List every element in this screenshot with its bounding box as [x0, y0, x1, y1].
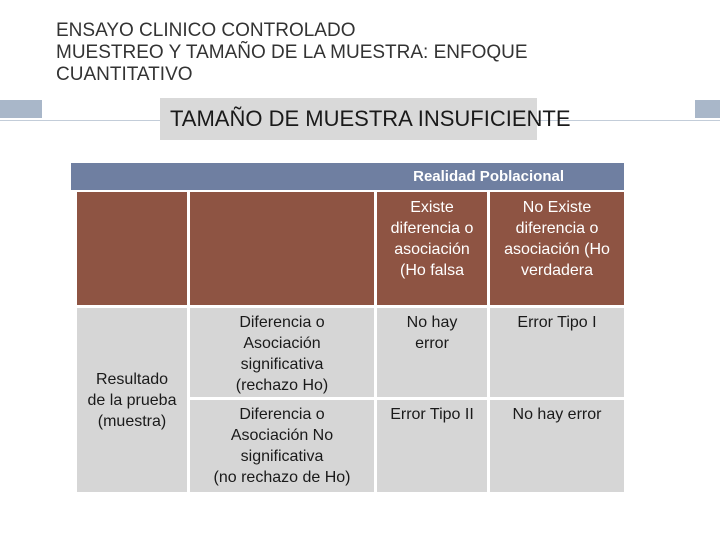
header-line-2: MUESTREO Y TAMAÑO DE LA MUESTRA: ENFOQUE: [56, 42, 528, 63]
slide-subtitle: TAMAÑO DE MUESTRA INSUFICIENTE: [170, 106, 571, 131]
row-group-label: [77, 308, 187, 492]
row-group-label-text: Resultado de la prueba (muestra): [87, 370, 177, 430]
cell-error-tipo-1: Error Tipo I: [490, 308, 624, 397]
cell-no-hay-error-1: No hay error: [377, 308, 487, 397]
cell-error-tipo-2: Error Tipo II: [377, 400, 487, 492]
row-label-no-significativa: Diferencia o Asociación No significativa (no rechazo de Ho): [190, 400, 374, 492]
header-line-3: CUANTITATIVO: [56, 64, 193, 85]
accent-bar-left: [0, 100, 42, 118]
header-cell-empty-2: [190, 192, 374, 305]
accent-bar-right: [695, 100, 720, 118]
slide-header: [56, 20, 676, 86]
banner-label: Realidad Poblacional: [413, 168, 564, 185]
col-header-existe: Existe diferencia o asociación (Ho falsa: [377, 192, 487, 305]
header-line-1: ENSAYO CLINICO CONTROLADO: [56, 20, 356, 41]
row-label-significativa: Diferencia o Asociación significativa (rechazo Ho): [190, 308, 374, 397]
col-header-no-existe: No Existe diferencia o asociación (Ho verdadera: [490, 192, 624, 305]
banner-realidad-poblacional: [71, 163, 624, 190]
cell-no-hay-error-2: No hay error: [490, 400, 624, 492]
header-cell-empty-1: [77, 192, 187, 305]
